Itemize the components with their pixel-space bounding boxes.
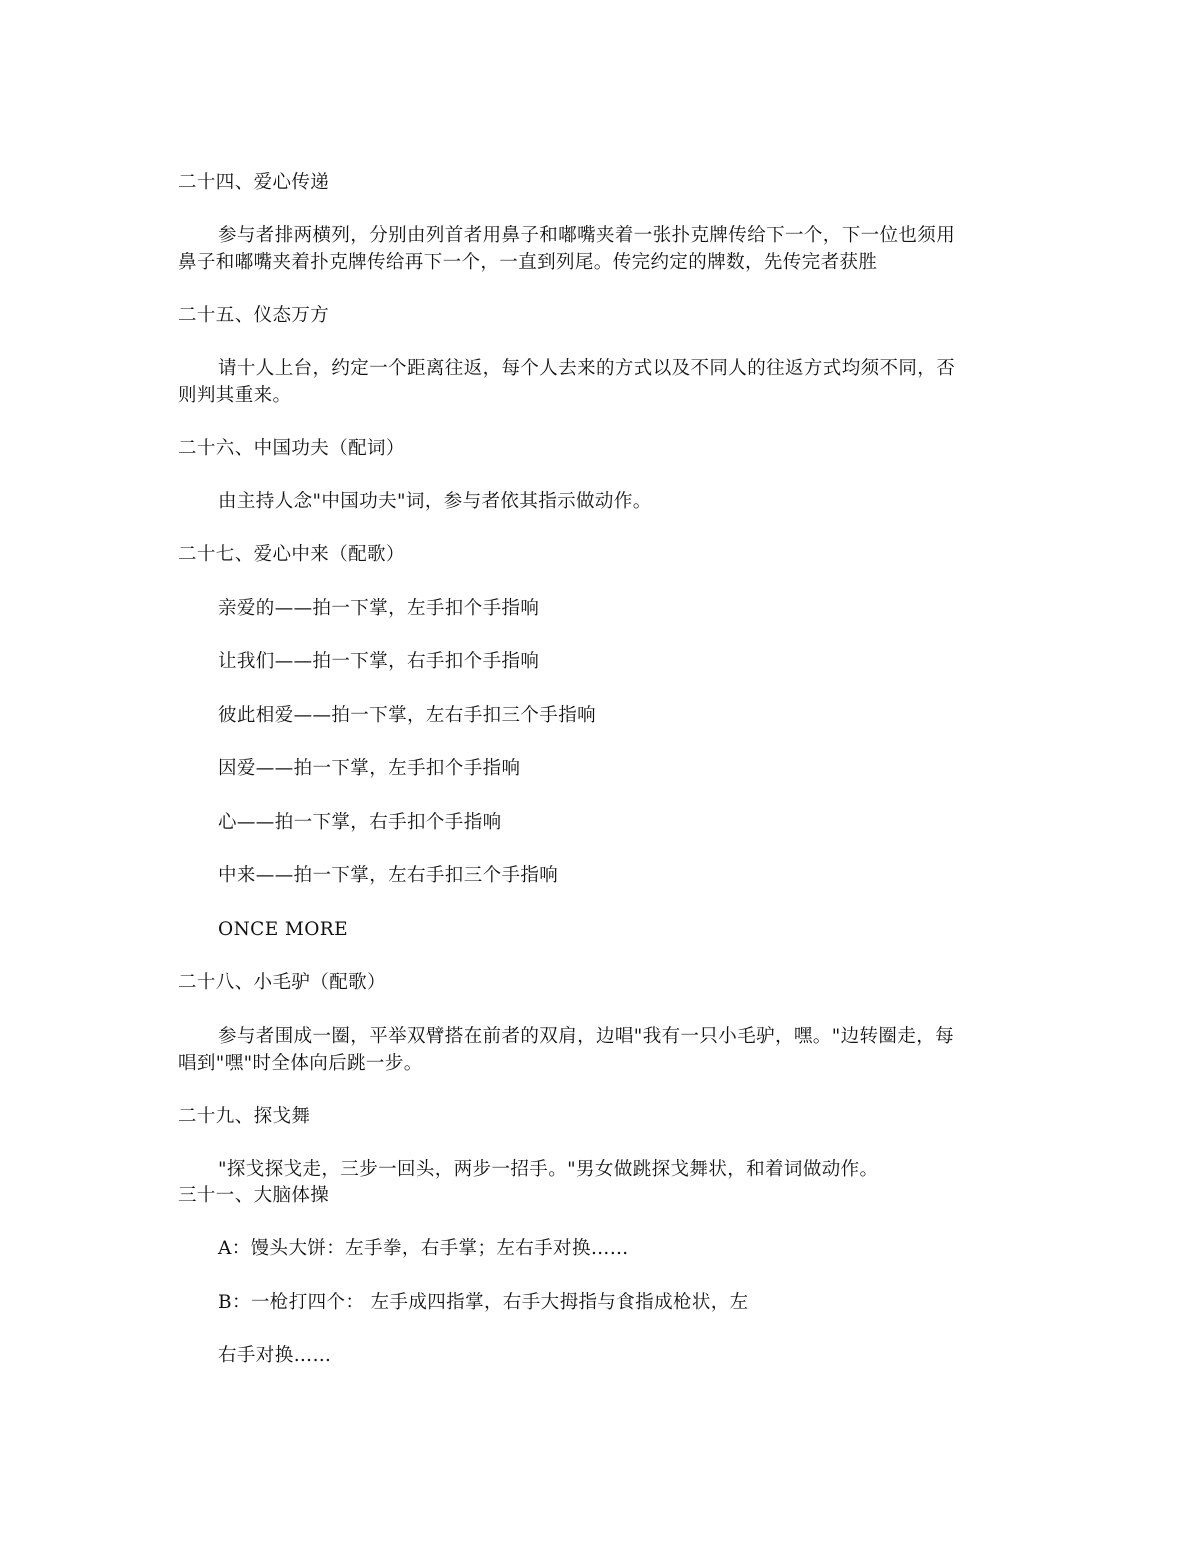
section-heading-31: 三十一、大脑体操 bbox=[178, 1185, 330, 1206]
paragraph-line: 唱到"嘿"时全体向后跳一步。 bbox=[178, 1053, 423, 1074]
section-heading-28: 二十八、小毛驴（配歌） bbox=[178, 972, 386, 993]
paragraph-line: A：馒头大饼：左手拳，右手掌；左右手对换…… bbox=[218, 1238, 629, 1259]
lyric-line: ONCE MORE bbox=[218, 919, 349, 940]
paragraph-line: 右手对换…… bbox=[218, 1345, 332, 1366]
section-heading-27: 二十七、爱心中来（配歌） bbox=[178, 544, 405, 565]
section-heading-25: 二十五、仪态万方 bbox=[178, 305, 330, 326]
paragraph-line: 参与者排两横列，分别由列首者用鼻子和嘟嘴夹着一张扑克牌传给下一个，下一位也须用 bbox=[218, 225, 956, 246]
lyric-line: 让我们——拍一下掌，右手扣个手指响 bbox=[218, 651, 540, 672]
lyric-line: 彼此相爱——拍一下掌，左右手扣三个手指响 bbox=[218, 705, 597, 726]
paragraph-line: 鼻子和嘟嘴夹着扑克牌传给再下一个，一直到列尾。传完约定的牌数，先传完者获胜 bbox=[178, 252, 878, 273]
paragraph-line: 由主持人念"中国功夫"词，参与者依其指示做动作。 bbox=[218, 491, 652, 512]
section-heading-29: 二十九、探戈舞 bbox=[178, 1106, 311, 1127]
lyric-line: 中来——拍一下掌，左右手扣三个手指响 bbox=[218, 865, 559, 886]
section-heading-26: 二十六、中国功夫（配词） bbox=[178, 438, 405, 459]
paragraph-line: "探戈探戈走，三步一回头，两步一招手。"男女做跳探戈舞状，和着词做动作。 bbox=[218, 1159, 879, 1180]
section-heading-24: 二十四、爱心传递 bbox=[178, 172, 330, 193]
lyric-line: 亲爱的——拍一下掌，左手扣个手指响 bbox=[218, 598, 540, 619]
paragraph-line: 则判其重来。 bbox=[178, 385, 292, 406]
paragraph-line: B：一枪打四个： 左手成四指掌，右手大拇指与食指成枪状，左 bbox=[218, 1292, 749, 1313]
paragraph-line: 参与者围成一圈，平举双臂搭在前者的双肩，边唱"我有一只小毛驴，嘿。"边转圈走，每 bbox=[218, 1026, 955, 1047]
paragraph-line: 请十人上台，约定一个距离往返，每个人去来的方式以及不同人的往返方式均须不同，否 bbox=[218, 358, 956, 379]
lyric-line: 心——拍一下掌，右手扣个手指响 bbox=[218, 812, 502, 833]
lyric-line: 因爱——拍一下掌，左手扣个手指响 bbox=[218, 758, 521, 779]
